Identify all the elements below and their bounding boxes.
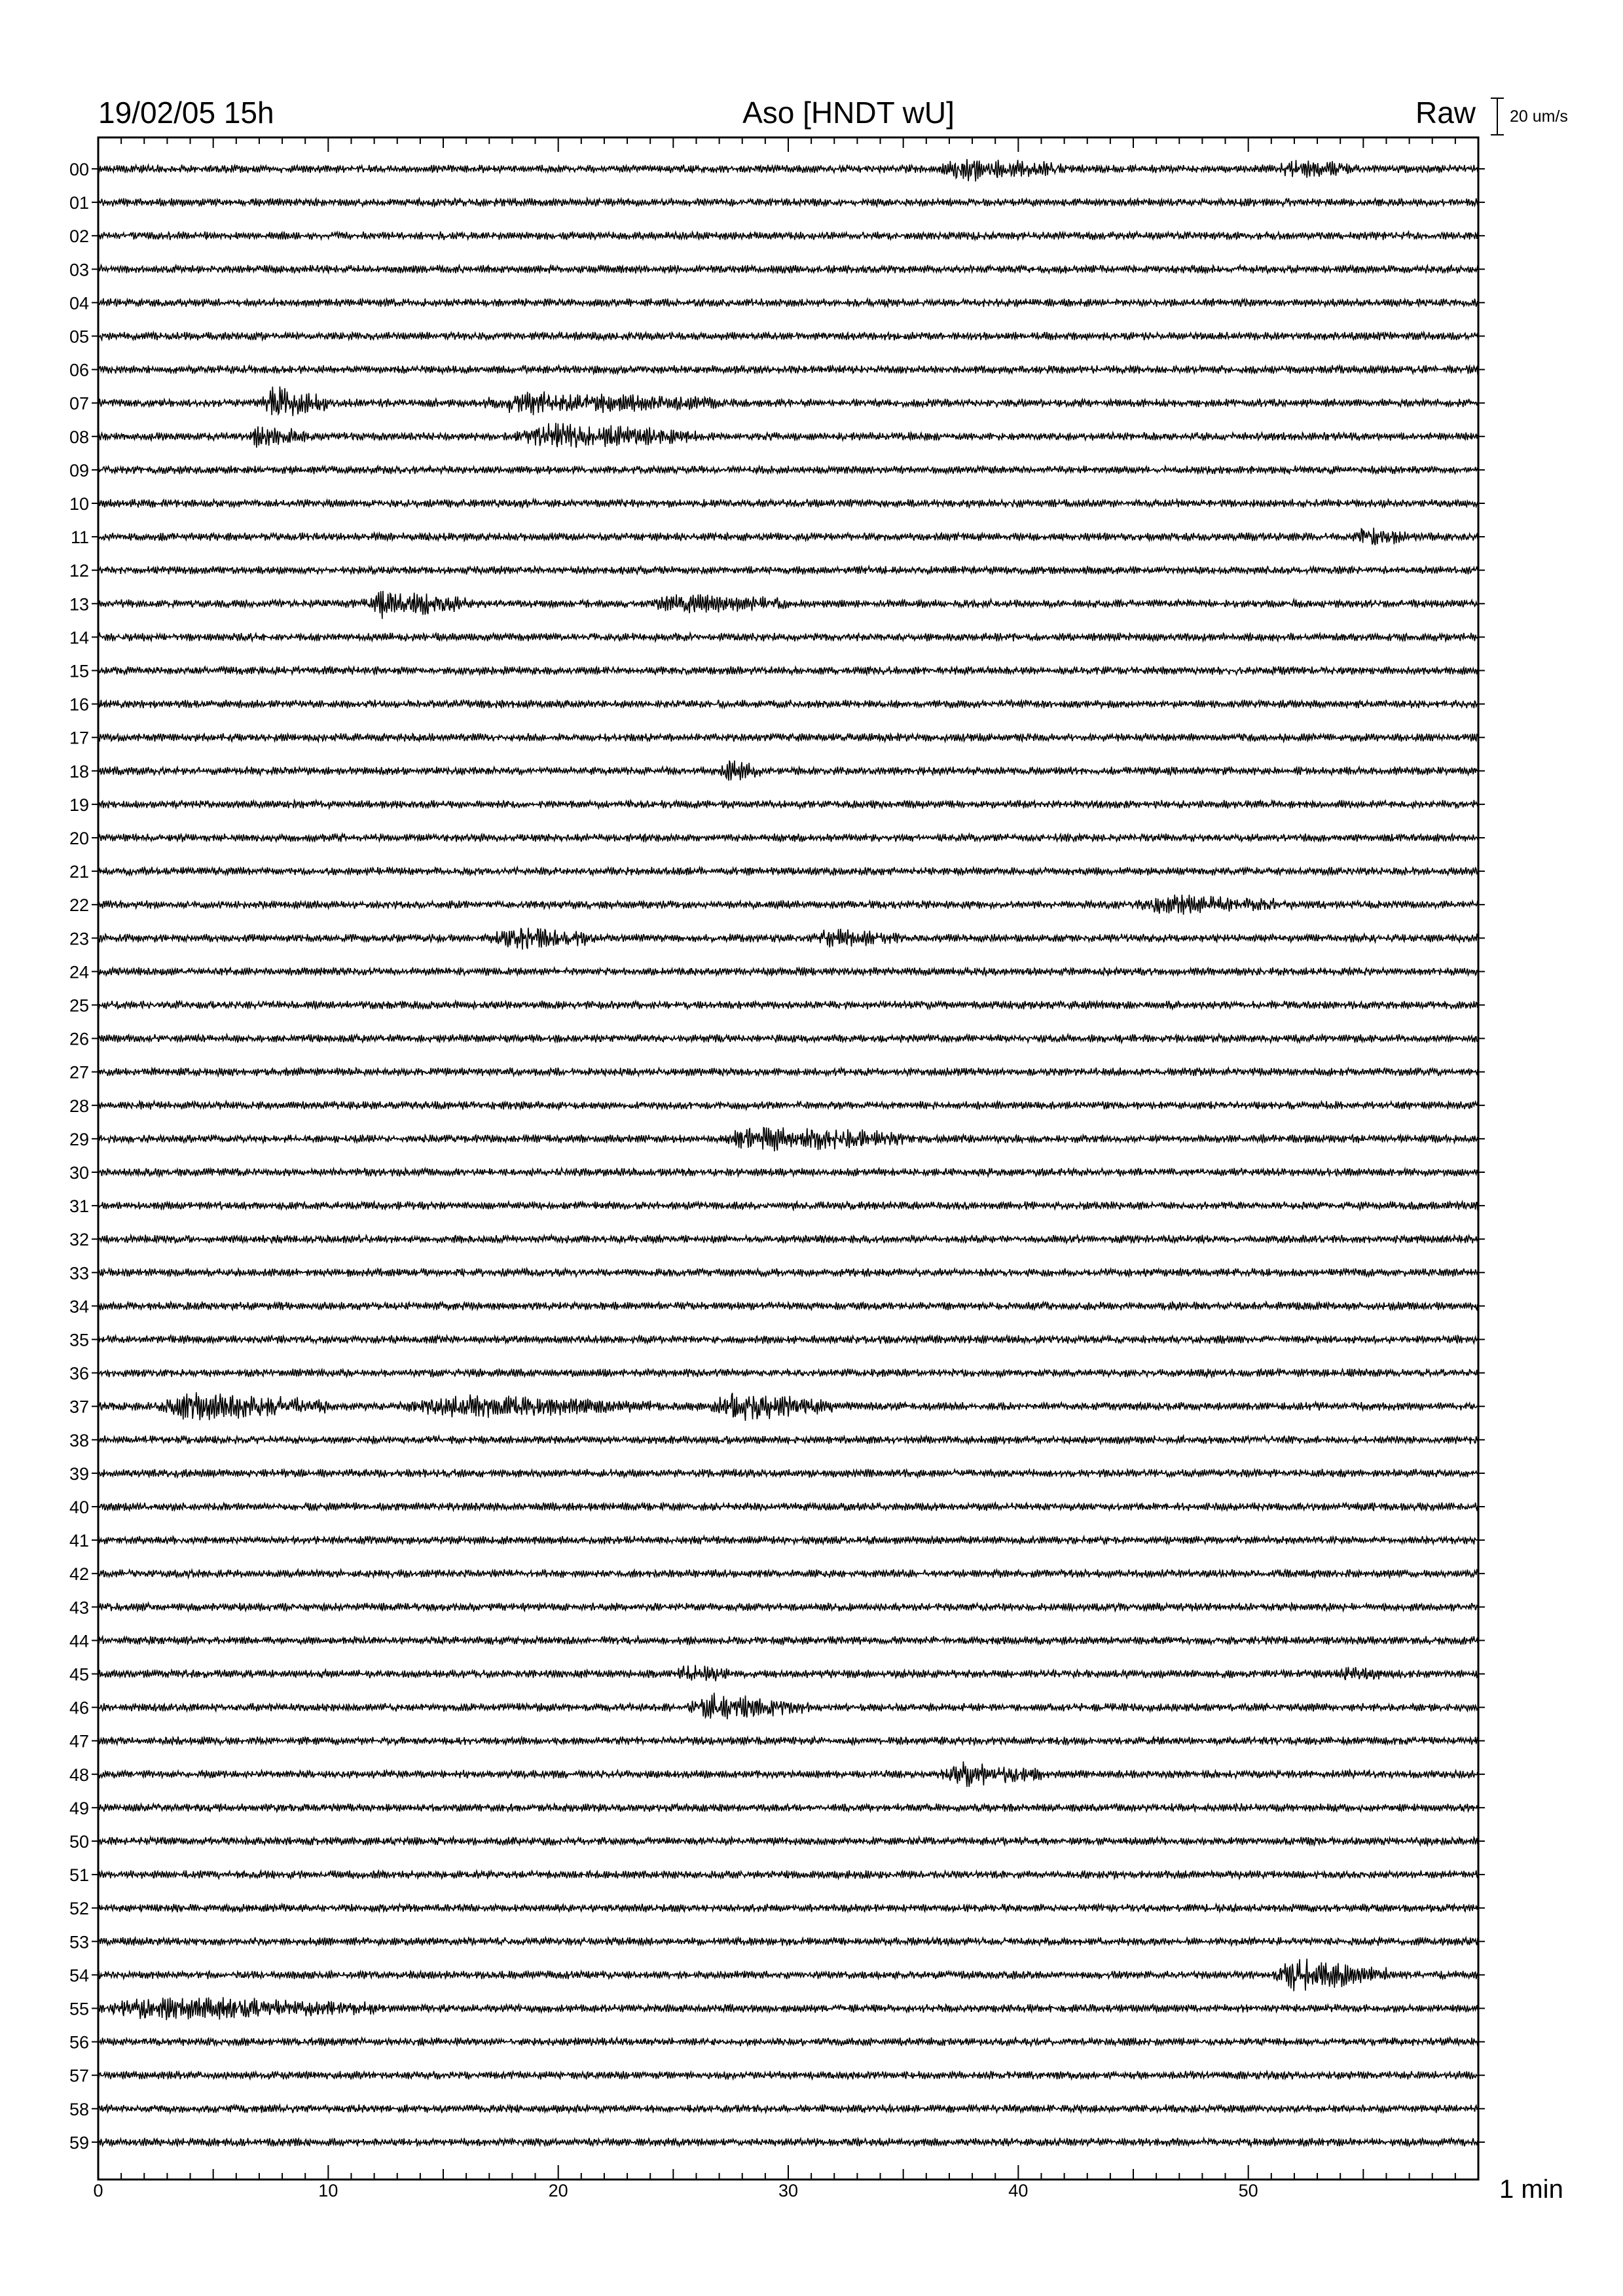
trace-row-41 — [98, 1536, 1478, 1545]
trace-row-19 — [98, 800, 1478, 808]
trace-row-26 — [98, 1034, 1478, 1043]
row-label: 58 — [69, 2099, 89, 2119]
row-label: 54 — [69, 1965, 89, 1986]
trace-row-53 — [98, 1937, 1478, 1946]
row-label: 55 — [69, 1999, 89, 2019]
trace-row-31 — [98, 1202, 1478, 1210]
trace-row-47 — [98, 1736, 1478, 1745]
row-label: 15 — [69, 661, 89, 681]
trace-row-38 — [98, 1435, 1478, 1444]
trace-row-43 — [98, 1603, 1478, 1611]
row-label: 06 — [69, 360, 89, 380]
trace-row-09 — [98, 465, 1478, 474]
trace-row-17 — [98, 733, 1478, 742]
row-label: 32 — [69, 1230, 89, 1250]
row-label: 56 — [69, 2032, 89, 2053]
row-label: 03 — [69, 260, 89, 280]
x-tick-label: 20 — [548, 2181, 568, 2200]
trace-row-00 — [98, 159, 1478, 181]
row-label: 51 — [69, 1865, 89, 1886]
trace-row-28 — [98, 1101, 1478, 1109]
row-label: 07 — [69, 393, 89, 414]
trace-row-49 — [98, 1803, 1478, 1812]
trace-row-51 — [98, 1871, 1478, 1879]
row-label: 09 — [69, 460, 89, 480]
trace-row-07 — [98, 387, 1478, 416]
station-title: Aso [HNDT wU] — [742, 96, 955, 130]
row-label: 37 — [69, 1397, 89, 1417]
row-label: 59 — [69, 2132, 89, 2153]
trace-row-33 — [98, 1268, 1478, 1277]
trace-row-58 — [98, 2104, 1478, 2113]
trace-row-25 — [98, 1001, 1478, 1009]
row-label: 21 — [69, 862, 89, 882]
trace-row-10 — [98, 499, 1478, 508]
row-label: 44 — [69, 1631, 89, 1651]
trace-row-52 — [98, 1904, 1478, 1912]
row-label: 27 — [69, 1062, 89, 1083]
trace-row-42 — [98, 1570, 1478, 1578]
trace-row-21 — [98, 867, 1478, 876]
trace-row-22 — [98, 895, 1478, 915]
row-label: 48 — [69, 1765, 89, 1785]
trace-row-39 — [98, 1469, 1478, 1477]
x-axis-label: 1 min — [1499, 2175, 1563, 2204]
row-label: 04 — [69, 293, 89, 314]
trace-row-01 — [98, 198, 1478, 207]
row-label: 53 — [69, 1932, 89, 1952]
trace-row-06 — [98, 365, 1478, 374]
row-label: 30 — [69, 1163, 89, 1183]
trace-row-35 — [98, 1335, 1478, 1344]
row-label: 14 — [69, 628, 89, 648]
x-tick-label: 40 — [1008, 2181, 1029, 2200]
x-tick-label: 10 — [318, 2181, 338, 2200]
trace-row-18 — [98, 761, 1478, 781]
trace-row-48 — [98, 1761, 1478, 1787]
amplitude-scale-bar — [1491, 98, 1504, 135]
trace-row-12 — [98, 566, 1478, 575]
row-label: 57 — [69, 2066, 89, 2086]
row-label: 45 — [69, 1664, 89, 1685]
x-tick-label: 50 — [1238, 2181, 1258, 2200]
x-axis — [93, 2181, 1258, 2200]
row-label: 47 — [69, 1731, 89, 1751]
trace-row-11 — [98, 528, 1478, 545]
trace-row-30 — [98, 1168, 1478, 1176]
trace-row-55 — [98, 1997, 1478, 2020]
row-label: 13 — [69, 594, 89, 615]
date-hour-label: 19/02/05 15h — [98, 96, 274, 130]
trace-row-05 — [98, 332, 1478, 340]
row-label: 28 — [69, 1096, 89, 1116]
row-label: 34 — [69, 1297, 89, 1317]
trace-row-46 — [98, 1693, 1478, 1719]
trace-row-56 — [98, 2037, 1478, 2046]
row-label: 43 — [69, 1598, 89, 1618]
trace-row-44 — [98, 1636, 1478, 1645]
row-label: 33 — [69, 1263, 89, 1283]
row-label: 41 — [69, 1531, 89, 1551]
row-label: 19 — [69, 795, 89, 815]
row-label: 01 — [69, 193, 89, 213]
row-label: 18 — [69, 761, 89, 781]
trace-row-29 — [98, 1128, 1478, 1152]
trace-row-02 — [98, 232, 1478, 240]
row-label: 40 — [69, 1498, 89, 1517]
trace-row-13 — [98, 591, 1478, 619]
trace-row-24 — [98, 967, 1478, 976]
row-label: 08 — [69, 427, 89, 447]
row-label: 00 — [69, 160, 89, 179]
trace-row-04 — [98, 298, 1478, 307]
row-label: 20 — [69, 829, 89, 848]
trace-row-45 — [98, 1665, 1478, 1681]
row-label: 50 — [69, 1832, 89, 1852]
trace-row-54 — [98, 1959, 1478, 1992]
row-label: 17 — [69, 728, 89, 748]
x-tick-label: 0 — [93, 2181, 103, 2200]
row-label: 16 — [69, 694, 89, 715]
row-label: 35 — [69, 1330, 89, 1350]
trace-row-50 — [98, 1837, 1478, 1846]
row-label: 31 — [69, 1196, 89, 1217]
trace-row-27 — [98, 1067, 1478, 1076]
row-label: 05 — [69, 327, 89, 347]
seismic-traces — [98, 159, 1478, 2146]
row-label: 23 — [69, 929, 89, 949]
row-label: 42 — [69, 1564, 89, 1585]
row-label: 52 — [69, 1899, 89, 1919]
row-label: 10 — [69, 494, 89, 514]
row-label: 49 — [69, 1798, 89, 1818]
trace-row-15 — [98, 666, 1478, 675]
trace-row-40 — [98, 1503, 1478, 1511]
trace-row-37 — [98, 1392, 1478, 1421]
row-label: 39 — [69, 1463, 89, 1484]
row-label: 26 — [69, 1029, 89, 1049]
row-label: 12 — [69, 561, 89, 581]
row-labels — [69, 160, 1485, 2153]
trace-row-34 — [98, 1302, 1478, 1310]
trace-row-36 — [98, 1369, 1478, 1377]
row-label: 02 — [69, 226, 89, 247]
mode-label: Raw — [1415, 96, 1476, 130]
trace-row-57 — [98, 2071, 1478, 2079]
row-label: 25 — [69, 996, 89, 1016]
row-label: 11 — [70, 528, 89, 548]
trace-row-08 — [98, 423, 1478, 448]
row-label: 46 — [69, 1698, 89, 1718]
row-label: 24 — [69, 962, 89, 982]
trace-row-16 — [98, 700, 1478, 708]
trace-row-59 — [98, 2138, 1478, 2146]
trace-row-32 — [98, 1235, 1478, 1244]
trace-row-14 — [98, 633, 1478, 641]
trace-row-03 — [98, 265, 1478, 274]
row-label: 38 — [69, 1430, 89, 1450]
row-label: 36 — [69, 1363, 89, 1384]
row-label: 29 — [69, 1129, 89, 1149]
scale-label: 20 um/s — [1510, 107, 1568, 126]
trace-row-23 — [98, 928, 1478, 950]
row-label: 22 — [69, 895, 89, 916]
x-tick-label: 30 — [778, 2181, 799, 2200]
trace-row-20 — [98, 834, 1478, 842]
